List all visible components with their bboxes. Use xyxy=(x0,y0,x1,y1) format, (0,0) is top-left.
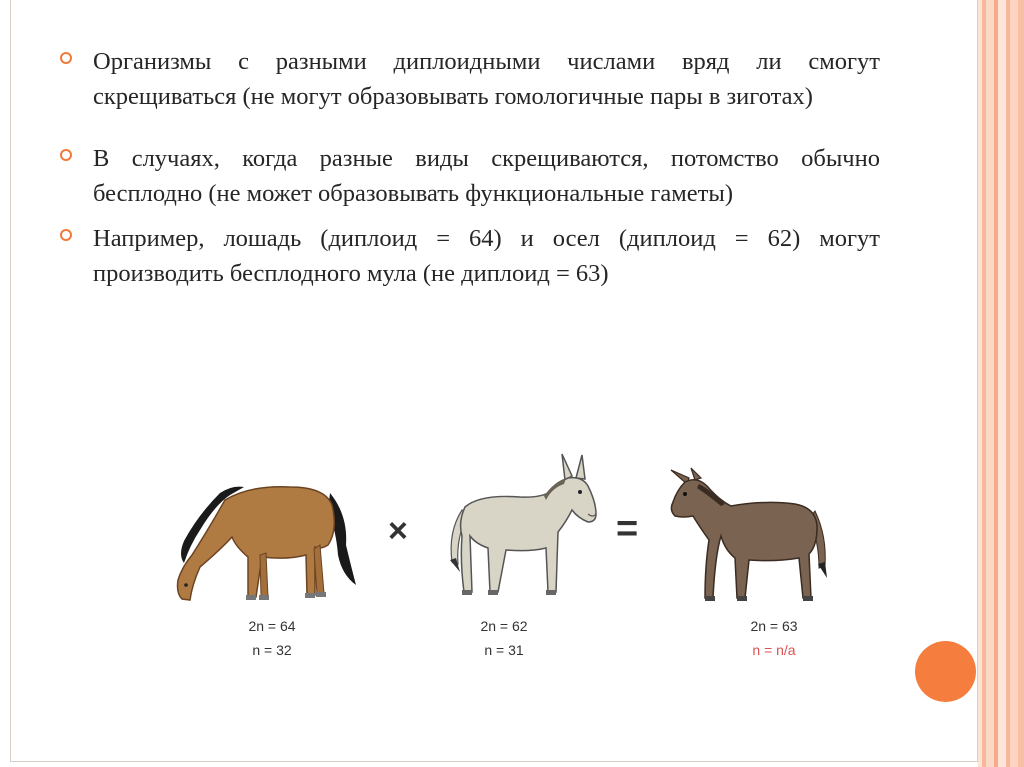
mule-diploid-label: 2n = 63 xyxy=(750,618,798,634)
bullet-list xyxy=(60,44,880,291)
decorative-orange-circle xyxy=(915,641,976,702)
horse-caption xyxy=(212,618,332,658)
bullet-text: В случаях, когда разные виды скрещиваются, потомство обычно бесплодно (не может образовывать функциональные гаметы) xyxy=(93,145,880,207)
horse-haploid-label: n = 32 xyxy=(252,642,292,658)
bullet-item-1 xyxy=(60,44,880,114)
donkey-haploid-label: n = 31 xyxy=(484,642,524,658)
donkey-diploid-label: 2n = 62 xyxy=(480,618,528,634)
mule-illustration xyxy=(665,466,835,606)
mule-caption xyxy=(714,618,834,658)
bullet-item-2 xyxy=(60,141,880,211)
donkey-caption xyxy=(444,618,564,658)
bullet-text: Организмы с разными диплоидными числами вряд ли смогут скрещиваться (не могут образовывать гомологичные пары в зиготах) xyxy=(93,48,880,110)
horse-illustration xyxy=(170,475,360,605)
donkey-illustration xyxy=(440,452,605,607)
decorative-stripes xyxy=(978,0,1024,767)
bullet-marker-icon xyxy=(60,149,72,161)
bullet-marker-icon xyxy=(60,52,72,64)
bullet-item-3 xyxy=(60,221,880,291)
cross-symbol: × xyxy=(388,512,408,550)
horse-diploid-label: 2n = 64 xyxy=(248,618,296,634)
horse-donkey-mule-figure xyxy=(160,440,840,680)
bullet-marker-icon xyxy=(60,229,72,241)
mule-haploid-label: n = n/a xyxy=(752,642,796,658)
bullet-text: Например, лошадь (диплоид = 64) и осел (диплоид = 62) могут производить бесплодного мула (не диплоид = 63) xyxy=(93,225,880,287)
equals-symbol: = xyxy=(616,508,639,550)
